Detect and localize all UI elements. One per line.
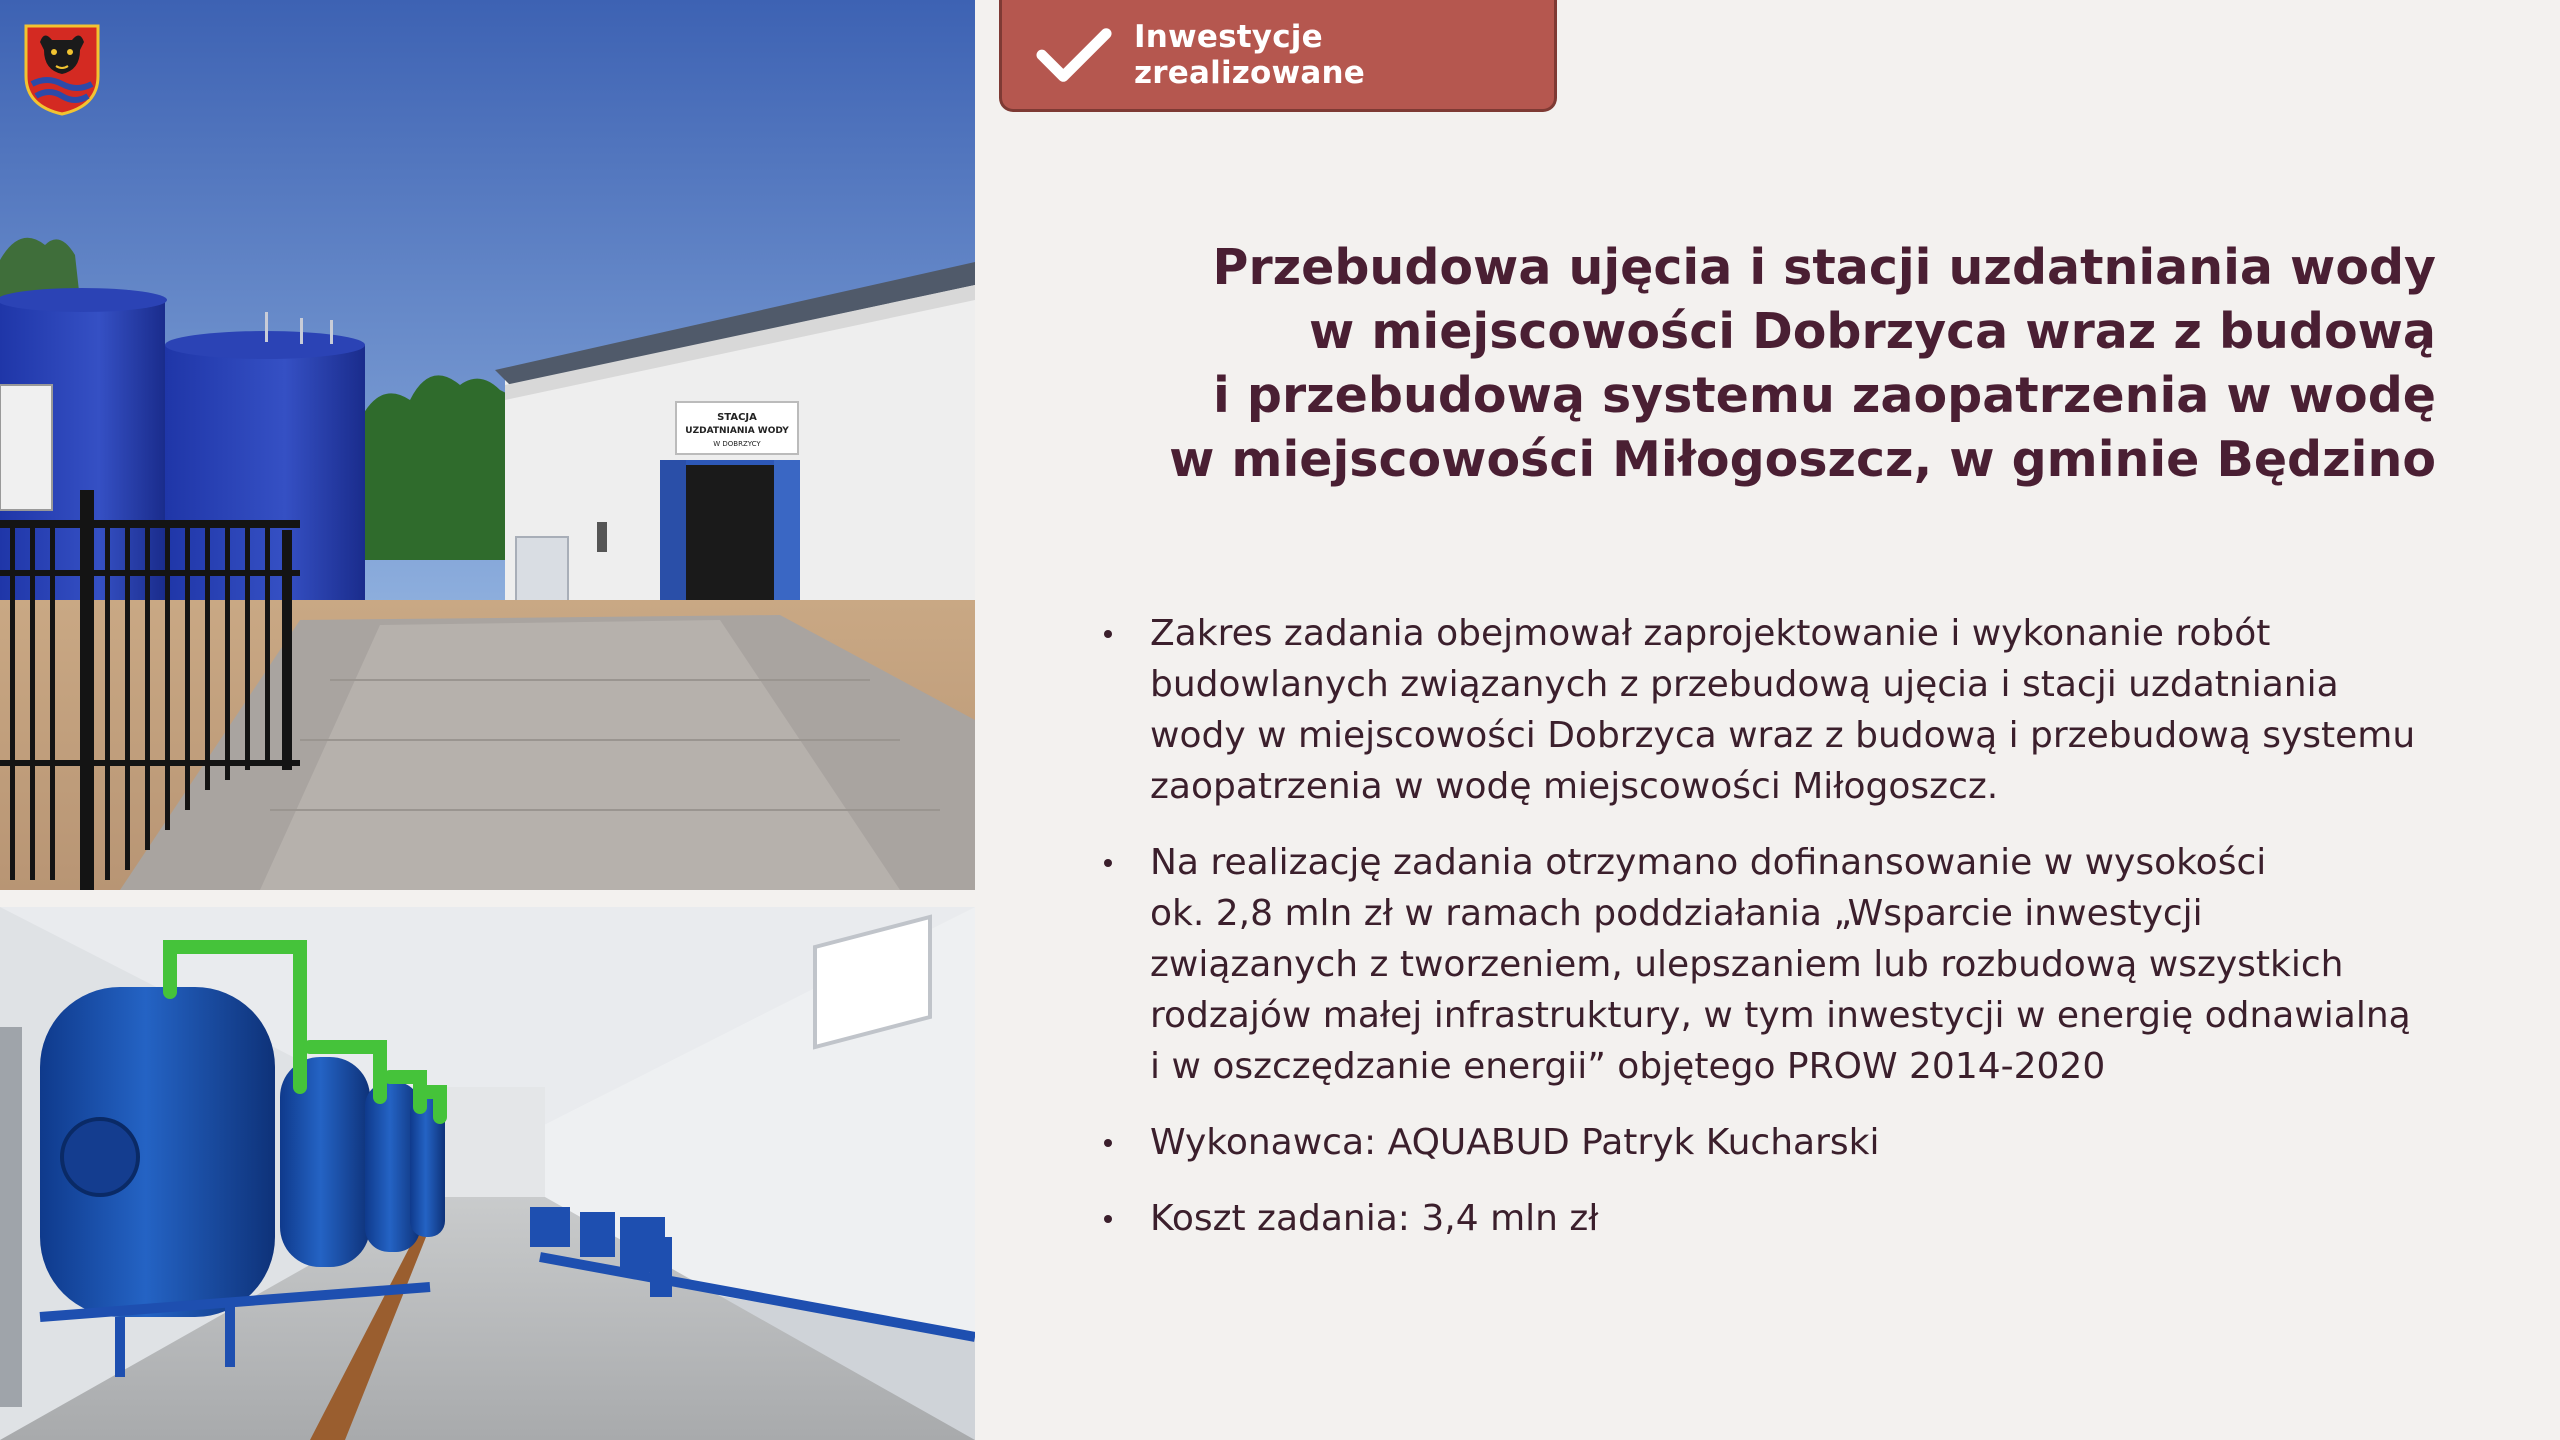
bullet-line: rodzajów małej infrastruktury, w tym inwestycji w energię odnawialną [1150,995,2411,1036]
bullet-line: i w oszczędzanie energii” objętego PROW 2014-2020 [1150,1046,2106,1087]
bullet-dot-icon [1104,1139,1112,1147]
bullet-line: Koszt zadania: 3,4 mln zł [1150,1198,1599,1239]
bullet-text [1150,608,2458,812]
check-icon [1036,25,1112,85]
title-line: i przebudową systemu zaopatrzenia w wodę [1213,367,2436,424]
bullet-funding [1098,837,2458,1092]
bullet-scope [1098,608,2458,812]
bullet-line: Zakres zadania obejmował zaprojektowanie i wykonanie robót [1150,613,2271,654]
bullet-line: związanych z tworzeniem, ulepszaniem lub rozbudową wszystkich [1150,944,2344,985]
tag-label: Inwestycje zrealizowane [1134,18,1365,91]
page-title [1056,236,2436,492]
treatment-hall-interior-photo [0,907,975,1440]
station-sign-line-2: UZDATNIANIA WODY [685,426,789,436]
bullet-contractor [1098,1117,2458,1168]
title-line: w miejscowości Dobrzyca wraz z budową [1309,303,2436,360]
project-details-list [1098,608,2458,1269]
bullet-text [1150,837,2458,1092]
station-sign-line-1: STACJA [717,412,757,423]
bullet-cost [1098,1193,2458,1244]
bullet-line: Na realizację zadania otrzymano dofinansowanie w wysokości [1150,842,2267,883]
bullet-dot-icon [1104,1215,1112,1223]
bullet-line: wody w miejscowości Dobrzyca wraz z budową i przebudową systemu [1150,715,2416,756]
bullet-line: zaopatrzenia w wodę miejscowości Miłogoszcz. [1150,766,1999,807]
bullet-line: budowlanych związanych z przebudową ujęcia i stacji uzdatniania [1150,664,2339,705]
station-sign-line-3: W DOBRZYCY [713,440,761,448]
bullet-text [1150,1117,2458,1168]
title-line: w miejscowości Miłogoszcz, w gminie Będzino [1169,431,2436,488]
title-line: Przebudowa ujęcia i stacji uzdatniania wody [1212,239,2436,296]
bullet-dot-icon [1104,630,1112,638]
water-station-exterior-photo [0,0,975,890]
bullet-text [1150,1193,2458,1244]
bullet-line: Wykonawca: AQUABUD Patryk Kucharski [1150,1122,1880,1163]
bullet-line: ok. 2,8 mln zł w ramach poddziałania „Wsparcie inwestycji [1150,893,2203,934]
photo-column [0,0,975,1440]
municipality-crest-icon [22,22,102,116]
investments-completed-tag [999,0,1557,112]
bullet-dot-icon [1104,859,1112,867]
